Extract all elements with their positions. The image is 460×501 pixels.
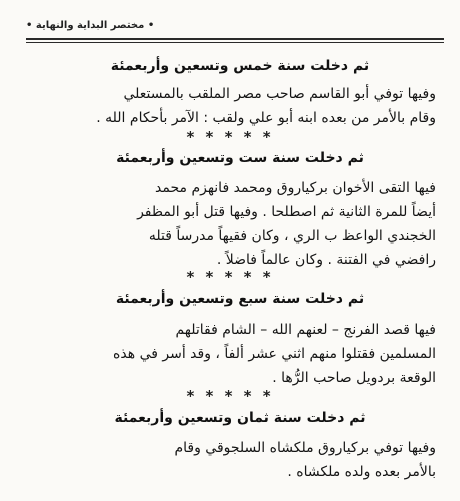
section-body [48,318,436,390]
section-heading: ثم دخلت سنة ست وتسعين وأربعمئة [116,150,364,166]
header-rule [26,38,444,40]
text-line: الوقعة بردويل صاحب الرُّها . [272,370,436,386]
section-heading: ثم دخلت سنة ثمان وتسعين وأربعمئة [114,410,366,426]
text-line: أيضاً للمرة الثانية ثم اصطلحا . وفيها قتل أبو المظفر [137,204,436,220]
section-heading: ثم دخلت سنة خمس وتسعين وأربعمئة [110,58,370,74]
text-line: بالأمر بعده ولده ملكشاه . [287,464,436,480]
section-body [48,436,436,484]
text-line: الخجندي الواعظ ب الري ، وكان فقيهاً مدرساً قتله [148,228,436,244]
section-heading: ثم دخلت سنة سبع وتسعين وأربعمئة [115,291,365,307]
section-body [48,176,436,272]
text-line: وفيها توفي أبو القاسم صاحب مصر الملقب بالمستعلي [123,86,436,102]
section-body [48,82,436,130]
running-header: • مختصر البداية والنهاية • [26,20,155,31]
text-line: فيها قصد الفرنج – لعنهم الله – الشام فقاتلهم [175,322,436,338]
text-line: وقام بالأمر من بعده ابنه أبو علي ولقب : الآمر بأحكام الله . [96,110,436,126]
text-line: رافضي في الفتنة . وكان عالماً فاضلاً . [216,252,436,268]
text-line: فيها التقى الأخوان بركياروق ومحمد فانهزم محمد [155,180,436,196]
star-separator: * * * * * [186,387,274,405]
star-separator: * * * * * [186,128,274,146]
text-line: المسلمين فقتلوا منهم اثني عشر ألفاً ، وقد أسر في هذه [113,346,436,362]
star-separator: * * * * * [186,268,274,286]
text-line: وفيها توفي بركياروق ملكشاه السلجوقي وقام [174,440,436,456]
